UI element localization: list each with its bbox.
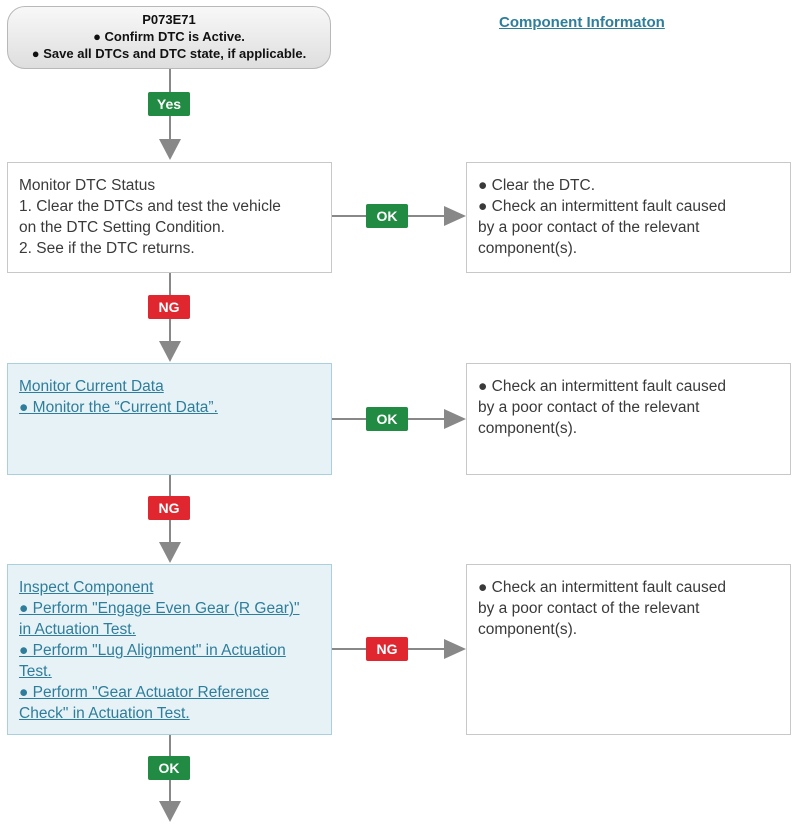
result2-line-2: by a poor contact of the relevant [478,399,700,416]
step-monitor-dtc-status [7,162,332,273]
result-ok-step1 [466,162,791,273]
arrow-head-right-1 [444,206,466,226]
result-ok-step2 [466,363,791,475]
step-monitor-current-data [7,363,332,475]
step1-line-2: on the DTC Setting Condition. [19,219,225,236]
step2-title-link[interactable]: Monitor Current Data [19,378,164,395]
step1-line-1: 1. Clear the DTCs and test the vehicle [19,198,281,215]
result1-line-4: component(s). [478,240,578,257]
ng-badge-step1: NG [148,295,190,319]
step1-title: Monitor DTC Status [19,177,156,194]
result1-line-3: by a poor contact of the relevant [478,219,700,236]
ng-badge-step2: NG [148,496,190,520]
arrow-head-right-3 [444,639,466,659]
result3-line-3: component(s). [478,621,578,638]
start-node [7,6,331,69]
step3-line-4-link[interactable]: Test. [19,663,52,680]
arrow-head-down-1 [159,139,181,160]
step3-line-5-link[interactable]: ● Perform "Gear Actuator Reference [19,684,270,701]
result3-line-2: by a poor contact of the relevant [478,600,700,617]
arrow-head-down-4 [159,801,181,822]
step3-line-2-link[interactable]: in Actuation Test. [19,621,136,638]
ok-badge-step3: OK [148,756,190,780]
component-information-link[interactable]: Component Informaton [499,14,665,31]
start-instruction-1: ● Confirm DTC is Active. [93,29,245,44]
step3-line-1-link[interactable]: ● Perform "Engage Even Gear (R Gear)" [19,600,300,617]
step1-line-3: 2. See if the DTC returns. [19,240,195,257]
step-inspect-component [7,564,332,735]
result1-line-2: ● Check an intermittent fault caused [478,198,727,215]
ok-badge-step1: OK [366,204,408,228]
ng-badge-step3: NG [366,637,408,661]
step3-line-3-link[interactable]: ● Perform "Lug Alignment" in Actuation [19,642,286,659]
result2-line-1: ● Check an intermittent fault caused [478,378,727,395]
yes-badge: Yes [148,92,190,116]
result3-line-1: ● Check an intermittent fault caused [478,579,727,596]
arrow-head-right-2 [444,409,466,429]
result1-line-1: ● Clear the DTC. [478,177,596,194]
arrow-head-down-3 [159,542,181,563]
dtc-code: P073E71 [142,12,196,27]
ok-badge-step2: OK [366,407,408,431]
result-ng-step3 [466,564,791,735]
step2-line-1-link[interactable]: ● Monitor the “Current Data”. [19,399,218,416]
start-instruction-2: ● Save all DTCs and DTC state, if applicable. [31,46,307,61]
step3-title-link[interactable]: Inspect Component [19,579,154,596]
step3-line-6-link[interactable]: Check" in Actuation Test. [19,705,190,722]
result2-line-3: component(s). [478,420,578,437]
arrow-head-down-2 [159,341,181,362]
